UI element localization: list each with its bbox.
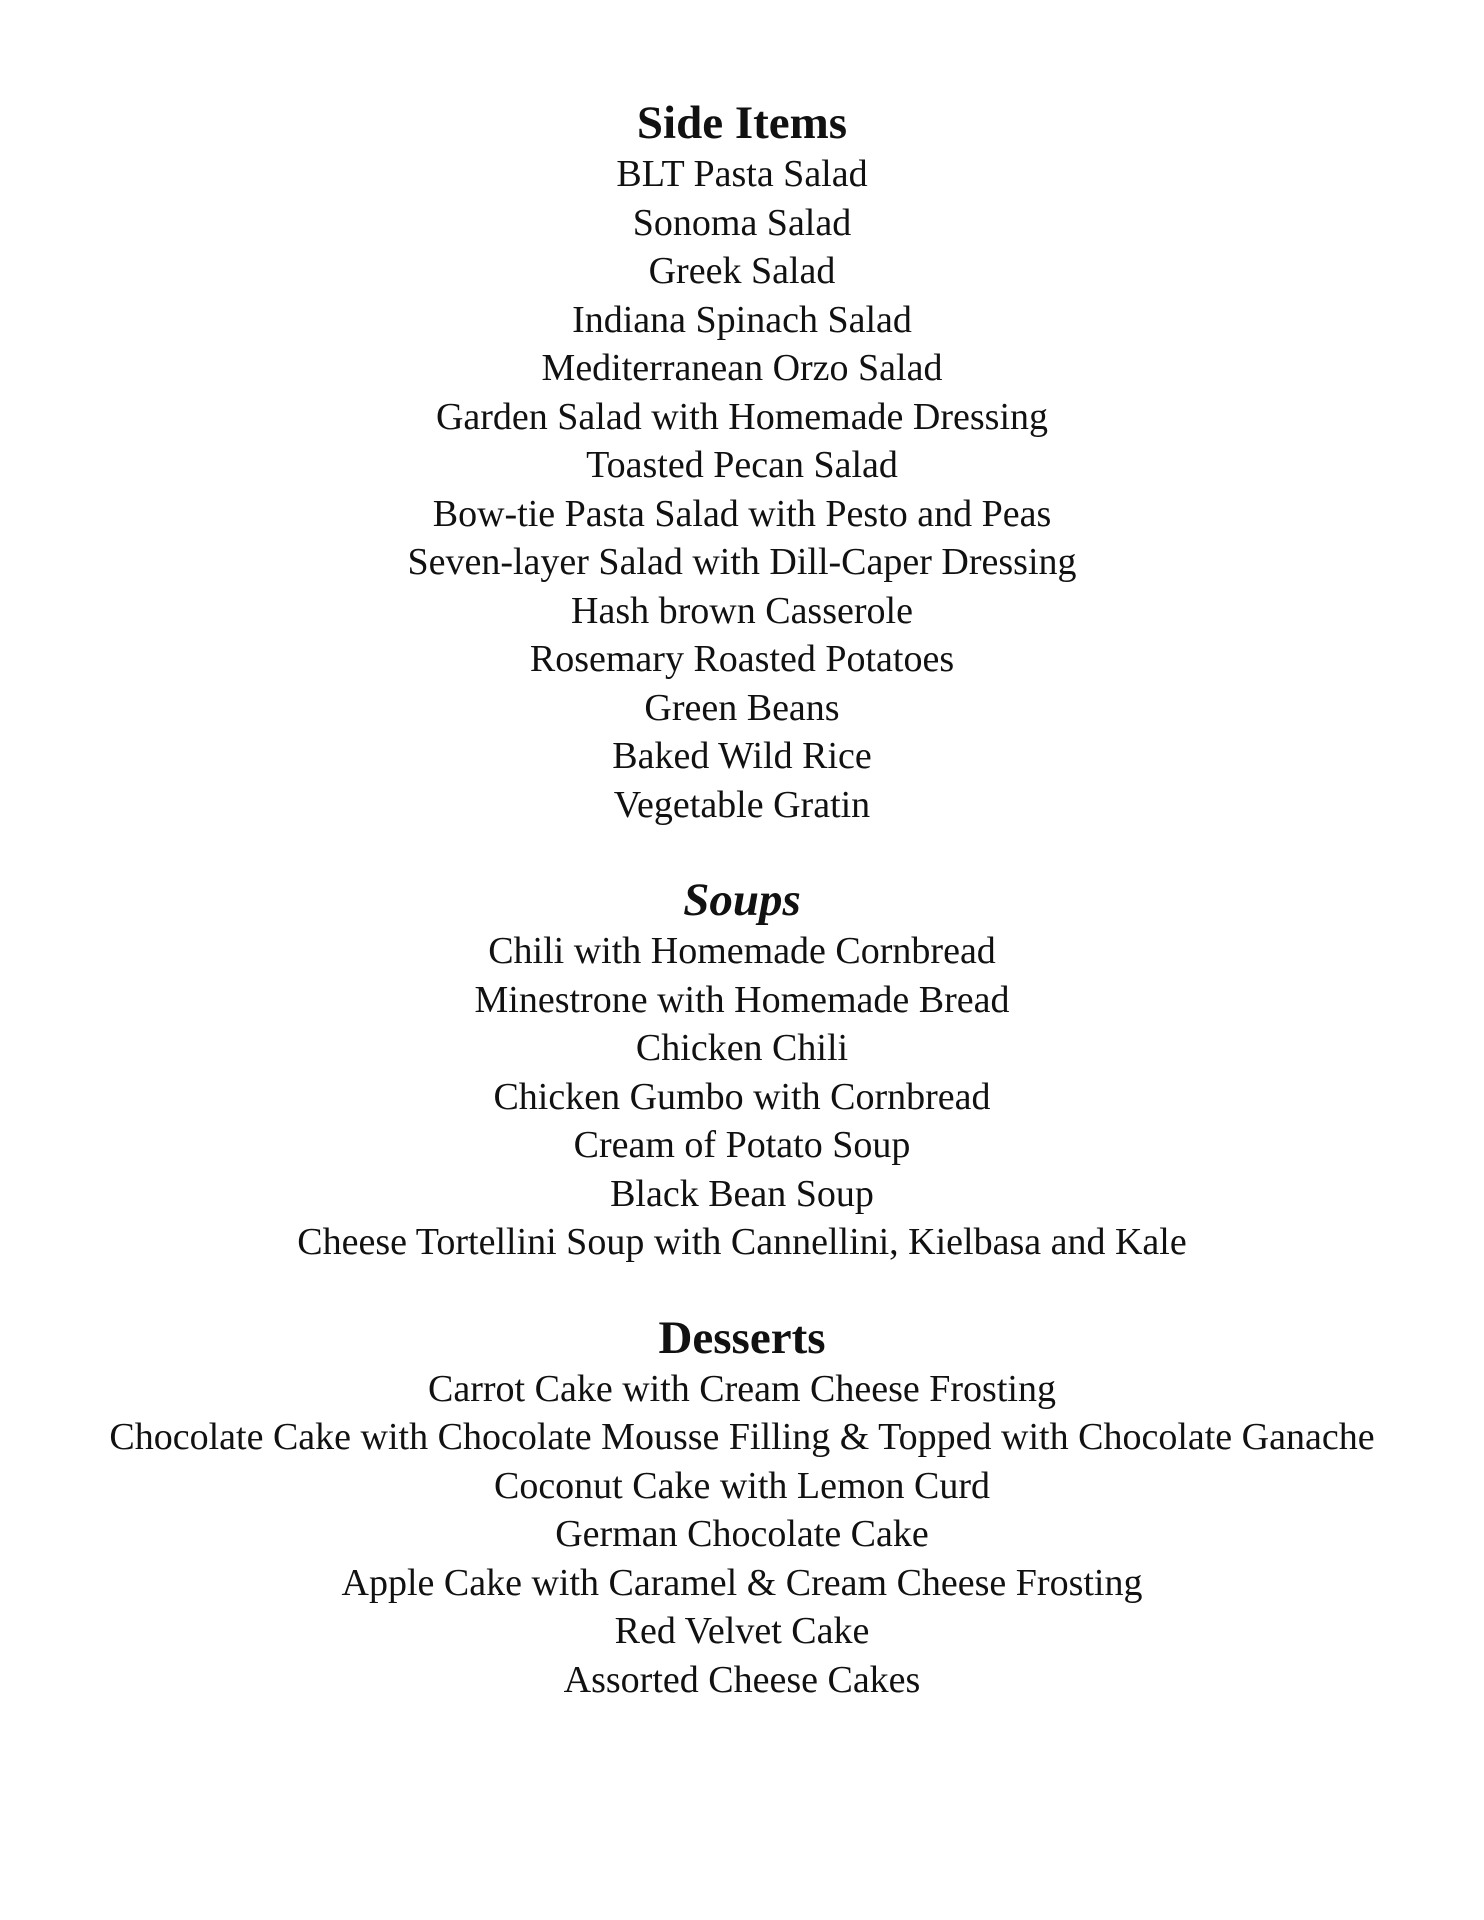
menu-item: Sonoma Salad xyxy=(632,201,852,244)
menu-item: Chili with Homemade Cornbread xyxy=(488,930,996,972)
menu-item: Assorted Cheese Cakes xyxy=(563,1658,921,1701)
menu-item: Garden Salad with Homemade Dressing xyxy=(435,395,1049,438)
menu-item: Hash brown Casserole xyxy=(571,589,913,632)
menu-item: Minestrone with Homemade Bread xyxy=(474,978,1010,1021)
soups-section xyxy=(0,873,1484,1267)
menu-item: German Chocolate Cake xyxy=(555,1513,929,1555)
menu-item: Mediterranean Orzo Salad xyxy=(541,347,943,389)
menu-item: Chicken Chili xyxy=(635,1027,849,1069)
menu-item: BLT Pasta Salad xyxy=(616,153,868,195)
desserts-section xyxy=(0,1311,1484,1705)
menu-item: Seven-layer Salad with Dill-Caper Dressing xyxy=(407,541,1077,583)
menu-item: Bow-tie Pasta Salad with Pesto and Peas xyxy=(432,492,1052,535)
section-title-desserts: Desserts xyxy=(658,1311,826,1364)
menu-item: Apple Cake with Caramel & Cream Cheese Frosting xyxy=(341,1561,1143,1604)
section-spacer xyxy=(0,829,1484,873)
menu-item: Black Bean Soup xyxy=(610,1172,874,1215)
section-title-side-items: Side Items xyxy=(636,97,848,149)
menu-item: Cheese Tortellini Soup with Cannellini, Kielbasa and Kale xyxy=(297,1221,1187,1263)
menu-item: Chocolate Cake with Chocolate Mousse Filling & Topped with Chocolate Ganache xyxy=(109,1416,1375,1458)
section-spacer xyxy=(0,1267,1484,1311)
menu-item: Carrot Cake with Cream Cheese Frosting xyxy=(428,1367,1056,1410)
side-items-section xyxy=(0,96,1484,829)
menu-item: Chicken Gumbo with Cornbread xyxy=(493,1075,991,1118)
menu-item: Coconut Cake with Lemon Curd xyxy=(493,1464,991,1507)
menu-item: Toasted Pecan Salad xyxy=(586,444,898,486)
menu-item: Red Velvet Cake xyxy=(614,1610,870,1652)
menu-page xyxy=(0,96,1484,1704)
menu-item: Green Beans xyxy=(644,686,840,729)
menu-item: Rosemary Roasted Potatoes xyxy=(529,638,955,680)
menu-item: Indiana Spinach Salad xyxy=(572,298,912,341)
menu-item: Cream of Potato Soup xyxy=(573,1124,911,1166)
menu-item: Vegetable Gratin xyxy=(613,783,871,826)
menu-item: Baked Wild Rice xyxy=(612,735,872,777)
section-title-soups: Soups xyxy=(683,874,801,926)
menu-item: Greek Salad xyxy=(648,250,836,292)
